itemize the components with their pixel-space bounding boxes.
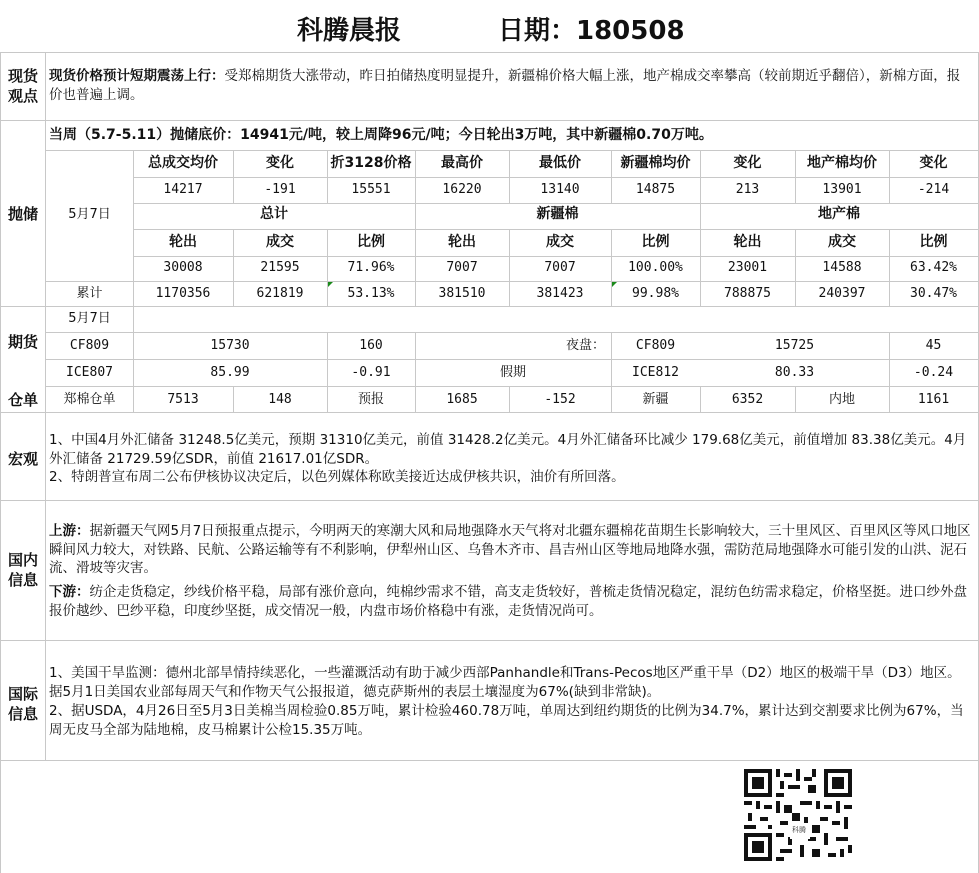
inland-label: 内地 <box>828 392 855 407</box>
auction-value: 13901 <box>822 182 862 197</box>
auction-sub-header: 成交 <box>546 234 574 250</box>
section-auction-label: 抛储 <box>7 205 38 223</box>
section-warehouse-label: 仓单 <box>7 391 38 409</box>
warehouse-value: 7513 <box>167 392 199 407</box>
section-intl-label: 国际 信息 <box>7 685 38 723</box>
cumulative-value: 381423 <box>536 286 584 301</box>
auction-sub-header: 比例 <box>357 234 385 250</box>
downstream-label: 下游： <box>49 584 90 600</box>
auction-header: 最低价 <box>539 155 581 171</box>
auction-daily-value: 30008 <box>163 260 203 275</box>
auction-daily-value: 71.96% <box>347 260 395 275</box>
auction-header: 新疆棉均价 <box>620 155 691 171</box>
upstream-text: 据新疆天气网5月7日预报重点提示，今明两天的寒潮大风和局地强降水天气将对北疆东疆棉花苗期生长影响较大，三十里风区、百里风区等风口地区瞬间风力较大，对铁路、民航、公路运输等有不利影响，伊犁州山区、乌鲁木齐市、昌吉州山区等地局地降水强，需防范局地强降水可能引发的山洪、泥石流、滑坡等灾害。 <box>49 523 971 576</box>
macro-paragraph-2: 2、特朗普宣布周二公布伊核协议决定后，以色列媒体称欧美接近达成伊核共识，油价有所回落。 <box>49 469 625 485</box>
night-cf-change: 45 <box>925 338 942 353</box>
forecast-value: 1685 <box>446 392 478 407</box>
futures-date: 5月7日 <box>68 311 111 326</box>
auction-value: 13140 <box>540 182 580 197</box>
group-total: 总计 <box>260 206 288 222</box>
ice2-change: -0.24 <box>913 365 954 380</box>
auction-header: 变化 <box>919 155 948 171</box>
holiday-label: 假期 <box>499 365 526 380</box>
forecast-change: -152 <box>544 392 576 407</box>
auction-value: 15551 <box>351 182 391 197</box>
cumulative-value: 381510 <box>438 286 486 301</box>
auction-sub-header: 成交 <box>828 234 856 250</box>
section-spot-label <box>0 66 46 106</box>
auction-daily-value: 14588 <box>822 260 862 275</box>
auction-value: 14875 <box>635 182 676 197</box>
auction-daily-value: 21595 <box>260 260 300 275</box>
auction-daily-value: 23001 <box>727 260 768 275</box>
group-xinjiang: 新疆棉 <box>536 206 579 222</box>
cell-marker-icon <box>328 282 333 287</box>
futures-cf-price: 15730 <box>210 338 250 353</box>
auction-daily-value: 63.42% <box>910 260 957 275</box>
downstream-text: 纺企走货稳定，纱线价格平稳，局部有涨价意向，纯棉纱需求不错，高支走货较好，普梳走货情况稳定，混纺色纺需求稳定，价格坚挺。进口纱外盘报价越纱、巴纱平稳，印度纱坚挺，成交情况一般，内盘市场价格稳中有涨，走货情况尚可。 <box>49 584 967 619</box>
spot-view-heading: 现货价格预计短期震荡上行： <box>49 68 225 84</box>
ice-code: ICE807 <box>66 365 113 380</box>
cumulative-value: 1170356 <box>155 286 211 301</box>
warehouse-label: 郑棉仓单 <box>63 392 116 407</box>
report-title: 科腾晨报 <box>297 16 402 46</box>
auction-header: 总成交均价 <box>148 155 218 171</box>
auction-header: 地产棉均价 <box>807 155 877 171</box>
cell-marker-icon <box>612 282 617 287</box>
auction-sub-header: 比例 <box>641 234 670 250</box>
ice-price: 85.99 <box>210 365 250 380</box>
cumulative-value: 240397 <box>818 286 866 301</box>
cumulative-label: 累计 <box>76 286 103 301</box>
forecast-label: 预报 <box>357 392 384 407</box>
auction-sub-header: 轮出 <box>733 234 762 250</box>
cumulative-value: 30.47% <box>910 286 957 301</box>
futures-cf-change: 160 <box>359 338 383 353</box>
ice2-price: 80.33 <box>774 365 815 380</box>
auction-sub-header: 比例 <box>919 234 948 250</box>
report-date: 日期：180508 <box>498 16 685 46</box>
group-local: 地产棉 <box>818 206 860 222</box>
auction-date: 5月7日 <box>68 207 111 222</box>
qr-code <box>744 769 852 861</box>
report-header <box>0 8 979 46</box>
night-session-label: 夜盘： <box>565 338 605 353</box>
cumulative-value: 53.13% <box>347 286 395 301</box>
auction-header: 变化 <box>266 155 294 171</box>
auction-value: 14217 <box>163 182 203 197</box>
intl-paragraph-1: 1、美国干旱监测：德州北部旱情持续恶化，一些灌溉活动有助于减少西部Panhandle和Trans-Pecos地区严重干旱（D2）地区的极端干旱（D3）地区。据5月1日美国农业部每周天气和作物天气公报报道，德克萨斯州的表层土壤湿度为67%(缺到非常缺)。 <box>49 665 961 700</box>
futures-cf-code: CF809 <box>69 338 110 353</box>
auction-daily-value: 7007 <box>446 260 478 275</box>
night-cf-price: 15725 <box>774 338 815 353</box>
night-cf-code: CF809 <box>635 338 676 353</box>
auction-header: 最高价 <box>441 155 483 171</box>
upstream-label: 上游： <box>49 523 90 539</box>
cumulative-value: 99.98% <box>632 286 679 301</box>
warehouse-change: 148 <box>268 392 292 407</box>
auction-value: -191 <box>264 182 296 197</box>
auction-value: 213 <box>735 182 760 197</box>
domestic-upstream <box>49 522 973 578</box>
auction-value: -214 <box>917 182 950 197</box>
inland-value: 1161 <box>917 392 950 407</box>
qr-logo-caption: 科腾 <box>792 826 806 834</box>
macro-paragraph-1: 1、中国4月外汇储备 31248.5亿美元，预期 31310亿美元，前值 31428.2亿美元。4月外汇储备环比减少 179.68亿美元，前值增加 83.38亿美元。4月外汇储备 21729.59亿SDR，前值 21617.01亿SDR。 <box>49 432 967 467</box>
xinjiang-label: 新疆 <box>642 392 669 407</box>
ice2-code: ICE812 <box>632 365 679 380</box>
qr-code-graphic <box>744 769 852 861</box>
section-domestic-label: 国内 信息 <box>7 551 38 589</box>
section-futures-label: 期货 <box>7 333 38 351</box>
cumulative-value: 621819 <box>256 286 304 301</box>
section-macro-label: 宏观 <box>7 450 38 468</box>
auction-header: 折3128价格 <box>330 155 412 171</box>
auction-daily-value: 100.00% <box>628 260 683 275</box>
auction-sub-header: 轮出 <box>448 234 476 250</box>
intl-paragraph-2: 2、据USDA，4月26日至5月3日美棉当周检验0.85万吨，累计检验460.78万吨，单周达到纽约期货的比例为34.7%，累计达到交割要求比例为67%，当周无皮马全部为陆地棉，皮马棉累计公检15.35万吨。 <box>49 703 964 738</box>
domestic-downstream <box>49 583 973 620</box>
auction-value: 16220 <box>442 182 482 197</box>
section-spot-text: 现货 观点 <box>7 67 38 105</box>
auction-daily-value: 7007 <box>544 260 576 275</box>
spot-view-text: 受郑棉期货大涨带动，昨日拍储热度明显提升，新疆棉价格大幅上涨，地产棉成交率攀高（较前期近乎翻倍），新棉方面，报价也普遍上调。 <box>49 68 961 103</box>
ice-change: -0.91 <box>351 365 391 380</box>
auction-header: 变化 <box>733 155 762 171</box>
auction-sub-header: 成交 <box>266 234 294 250</box>
spot-view <box>49 67 973 104</box>
cumulative-value: 788875 <box>724 286 771 301</box>
auction-summary: 当周（5.7-5.11）抛储底价：14941元/吨，较上周降96元/吨；今日轮出3万吨，其中新疆棉0.70万吨。 <box>49 127 713 143</box>
auction-sub-header: 轮出 <box>169 234 197 250</box>
xinjiang-value: 6352 <box>731 392 764 407</box>
